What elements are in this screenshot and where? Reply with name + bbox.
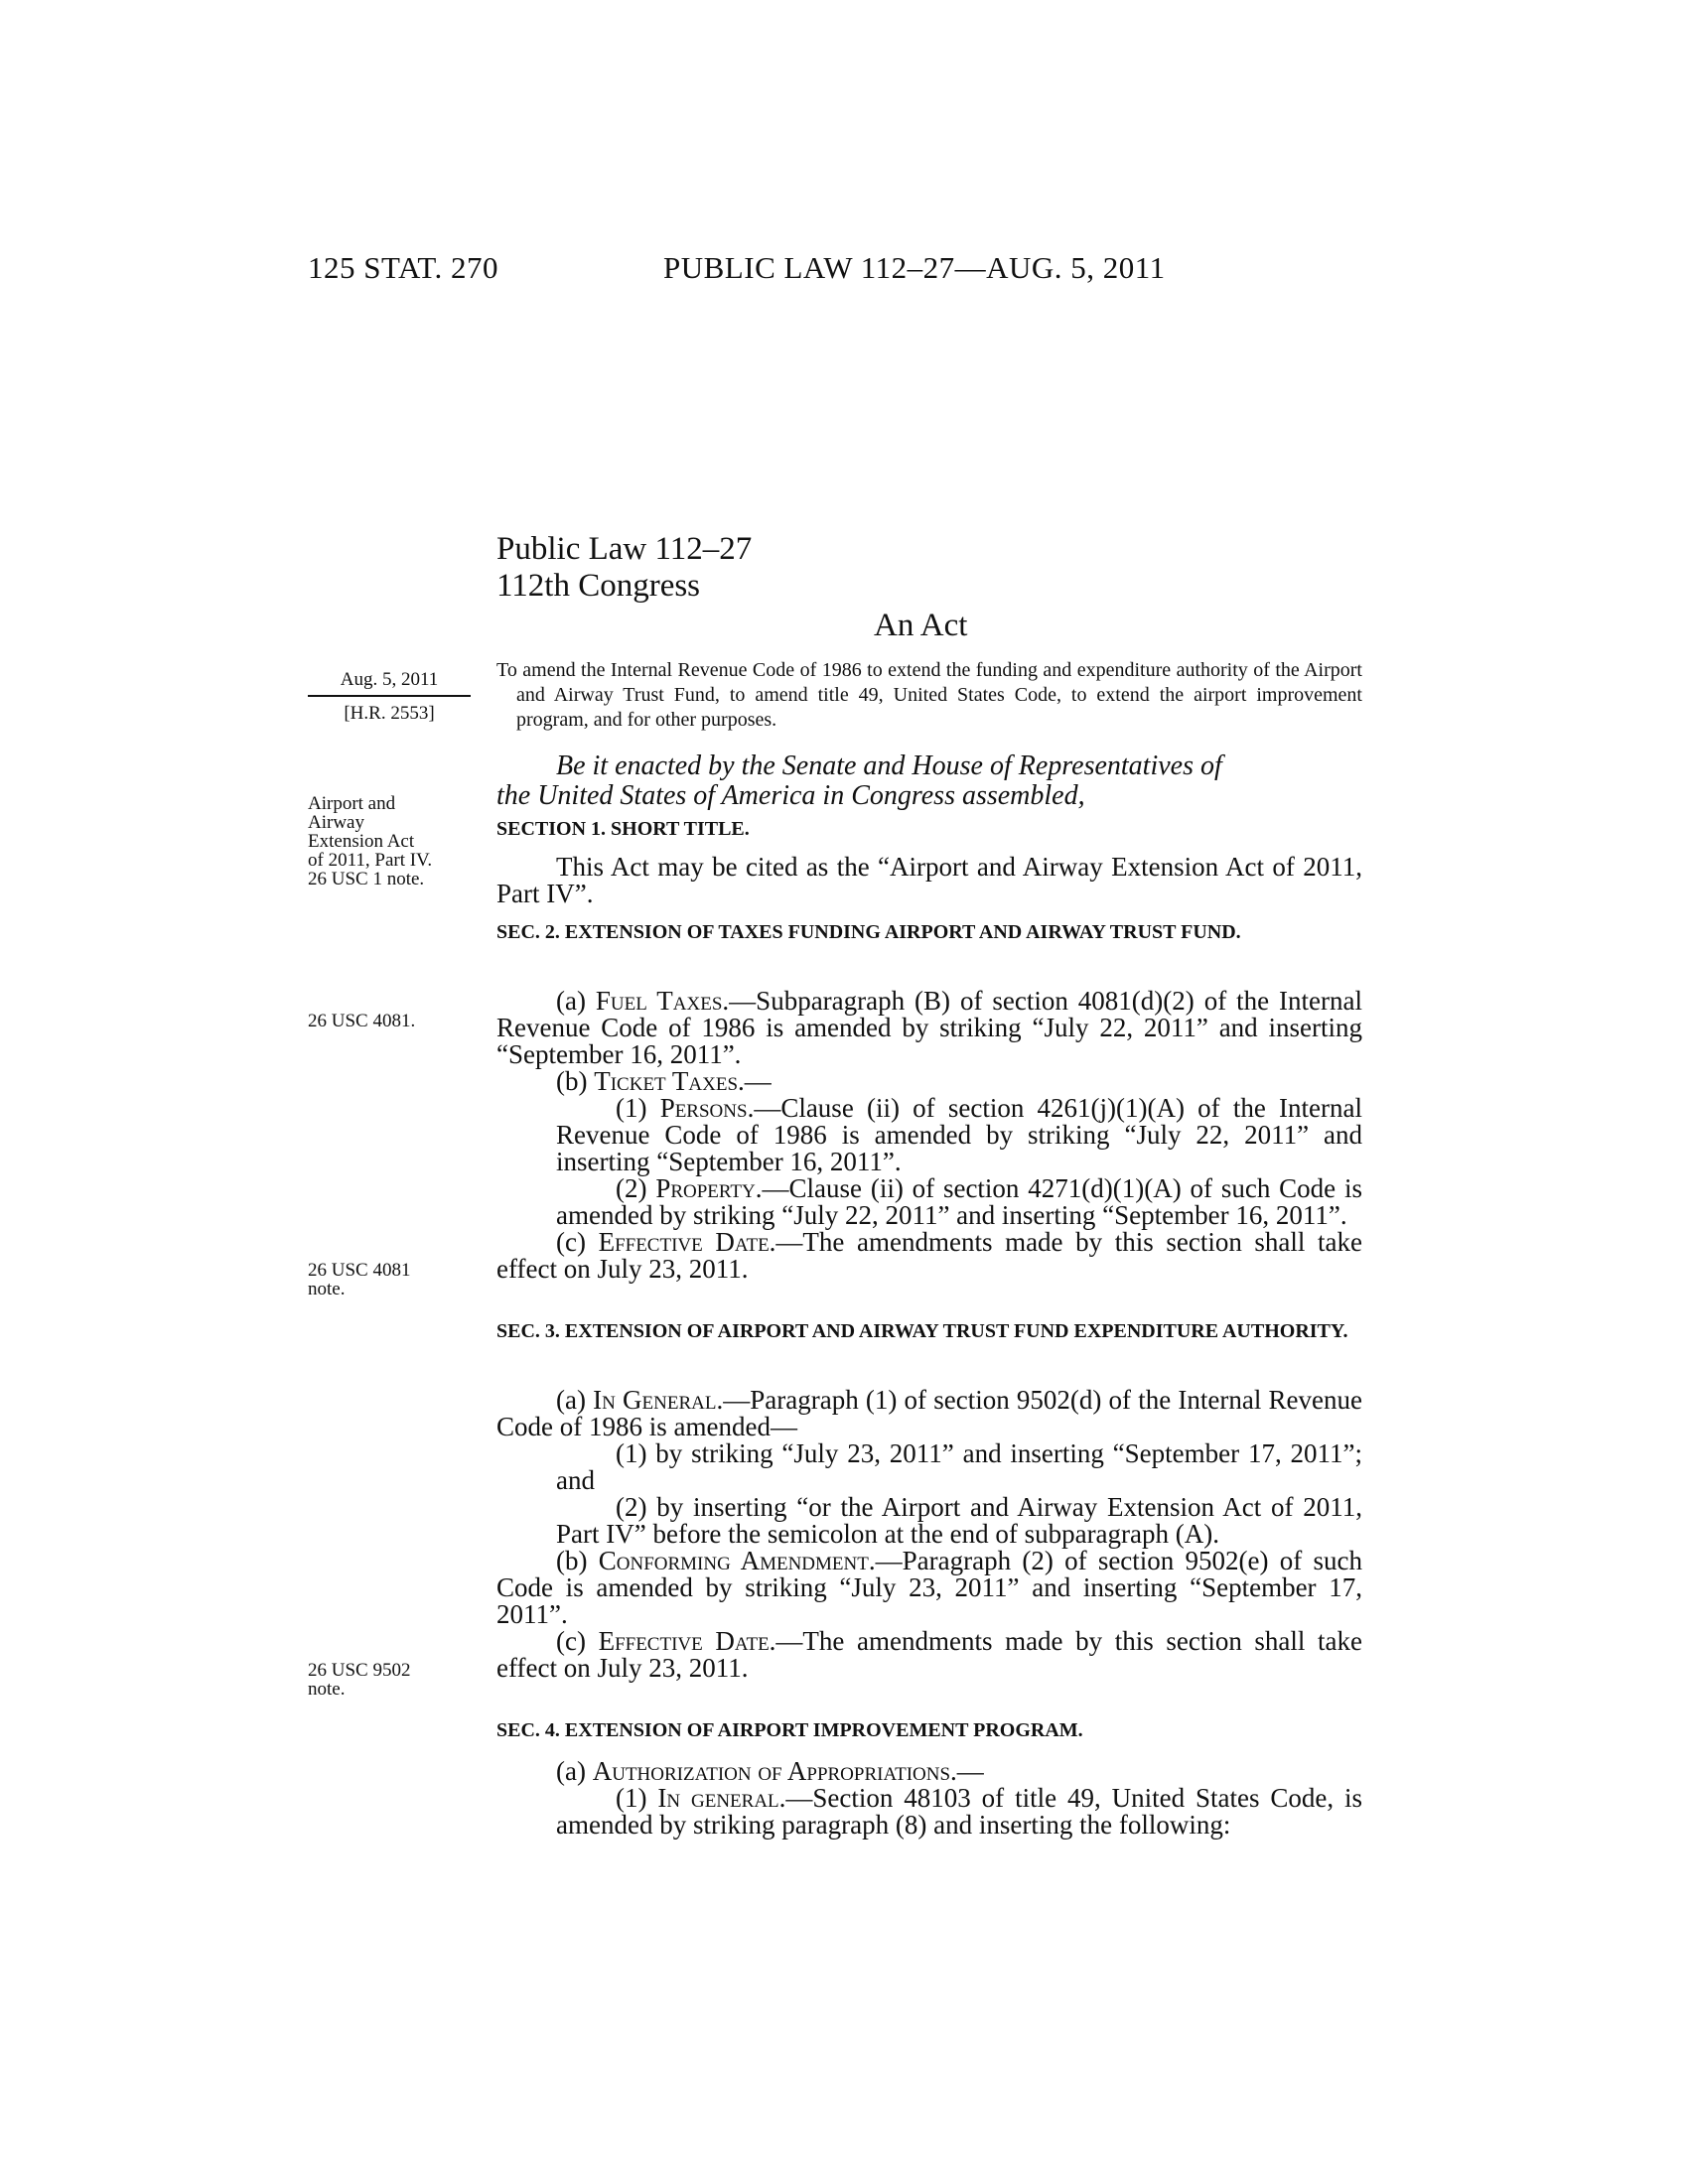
congress-number: 112th Congress bbox=[496, 568, 701, 604]
margin-note-4081-note: 26 USC 4081 note. bbox=[308, 1260, 411, 1299]
section-4-body bbox=[496, 1758, 1362, 1839]
sec3-b-caption: Conforming Amendment bbox=[598, 1546, 869, 1575]
margin-note-9502-note: 26 USC 9502 note. bbox=[308, 1660, 411, 1700]
enacting-clause bbox=[496, 751, 1362, 811]
act-title: An Act bbox=[874, 608, 968, 643]
sec3-c-caption: Effective Date bbox=[598, 1626, 770, 1656]
bill-number: [H.R. 2553] bbox=[344, 703, 435, 724]
sec2-c-caption: Effective Date bbox=[598, 1227, 770, 1257]
sec2-b-caption: Ticket Taxes bbox=[594, 1066, 739, 1096]
sec2-b1-caption: Persons bbox=[659, 1093, 748, 1123]
section-3-body bbox=[496, 1387, 1362, 1682]
sec2-a-caption: Fuel Taxes bbox=[595, 986, 723, 1016]
sec2-paragraph-b1: (1) Persons.—Clause (ii) of section 4261(j)(1)(A) of the Internal Revenue Code of 1986 is amended by striking “July 22, 2011” and inserting “September 16, 2011”. bbox=[556, 1093, 1362, 1176]
sec4-a-caption: Authorization of Appropriations bbox=[592, 1756, 951, 1786]
enactment-date-block bbox=[308, 669, 471, 725]
sec3-paragraph-a1: (1) by striking “July 23, 2011” and inserting “September 17, 2011”; and bbox=[556, 1438, 1362, 1495]
date-divider bbox=[308, 695, 471, 697]
page-stat-number: 125 STAT. 270 bbox=[308, 250, 499, 285]
purpose-statement bbox=[496, 658, 1362, 733]
sec4-paragraph-a1: (1) In general.—Section 48103 of title 49, United States Code, is amended by striking paragraph (8) and inserting the following: bbox=[556, 1783, 1363, 1840]
section-3-heading: SEC. 3. EXTENSION OF AIRPORT AND AIRWAY TRUST FUND EXPENDITURE AUTHORITY. bbox=[496, 1320, 1348, 1342]
sec2-subsection-c: (c) Effective Date.—The amendments made by this section shall take effect on July 23, 2011. bbox=[496, 1227, 1362, 1284]
sec3-paragraph-a2: (2) by inserting “or the Airport and Airway Extension Act of 2011, Part IV” before the semicolon at the end of subparagraph (A). bbox=[556, 1492, 1362, 1549]
section-1-text: This Act may be cited as the “Airport and Airway Extension Act of 2011, Part IV”. bbox=[496, 852, 1362, 908]
margin-note-4081: 26 USC 4081. bbox=[308, 1011, 416, 1031]
purpose-text: To amend the Internal Revenue Code of 1986 to extend the funding and expenditure authority of the Airport and Airway Trust Fund, to amend title 49, United States Code, to extend the airport improvement program, and for other purposes. bbox=[496, 659, 1362, 731]
margin-note-short-title: Airport and Airway Extension Act of 2011, Part IV. 26 USC 1 note. bbox=[308, 793, 433, 889]
sec3-subsection-a: (a) In General.—Paragraph (1) of section 9502(d) of the Internal Revenue Code of 1986 is amended— bbox=[496, 1385, 1362, 1441]
sec3-subsection-b: (b) Conforming Amendment.—Paragraph (2) of section 9502(e) of such Code is amended by striking “July 23, 2011” and inserting “September 17, 2011”. bbox=[496, 1546, 1363, 1629]
sec2-paragraph-b2: (2) Property.—Clause (ii) of section 4271(d)(1)(A) of such Code is amended by striking “July 22, 2011” and inserting “September 16, 2011”. bbox=[556, 1173, 1362, 1230]
sec3-a-caption: In General bbox=[593, 1385, 717, 1415]
sec4-subsection-a: (a) Authorization of Appropriations.— bbox=[556, 1756, 984, 1786]
enactment-date: Aug. 5, 2011 bbox=[340, 669, 439, 690]
sec4-a1-caption: In general bbox=[657, 1783, 779, 1813]
enacting-clause-line-1: Be it enacted by the Senate and House of Representatives of bbox=[556, 751, 1222, 781]
sec2-b2-caption: Property bbox=[655, 1173, 756, 1203]
sec2-subsection-b: (b) Ticket Taxes.— bbox=[556, 1066, 772, 1096]
sec2-subsection-a: (a) Fuel Taxes.—Subparagraph (B) of section 4081(d)(2) of the Internal Revenue Code of 1986 is amended by striking “July 22, 2011” and inserting “September 16, 2011”. bbox=[496, 986, 1363, 1069]
section-2-heading: SEC. 2. EXTENSION OF TAXES FUNDING AIRPORT AND AIRWAY TRUST FUND. bbox=[496, 921, 1241, 943]
section-1-body bbox=[496, 854, 1362, 907]
running-header: PUBLIC LAW 112–27—AUG. 5, 2011 bbox=[663, 250, 1166, 285]
public-law-number: Public Law 112–27 bbox=[496, 531, 753, 567]
section-4-heading: SEC. 4. EXTENSION OF AIRPORT IMPROVEMENT PROGRAM. bbox=[496, 1719, 1083, 1741]
enacting-clause-line-2: the United States of America in Congress assembled, bbox=[496, 780, 1085, 811]
section-2-body bbox=[496, 988, 1362, 1283]
sec3-subsection-c: (c) Effective Date.—The amendments made by this section shall take effect on July 23, 2011. bbox=[496, 1626, 1362, 1683]
section-1-heading: SECTION 1. SHORT TITLE. bbox=[496, 818, 750, 840]
